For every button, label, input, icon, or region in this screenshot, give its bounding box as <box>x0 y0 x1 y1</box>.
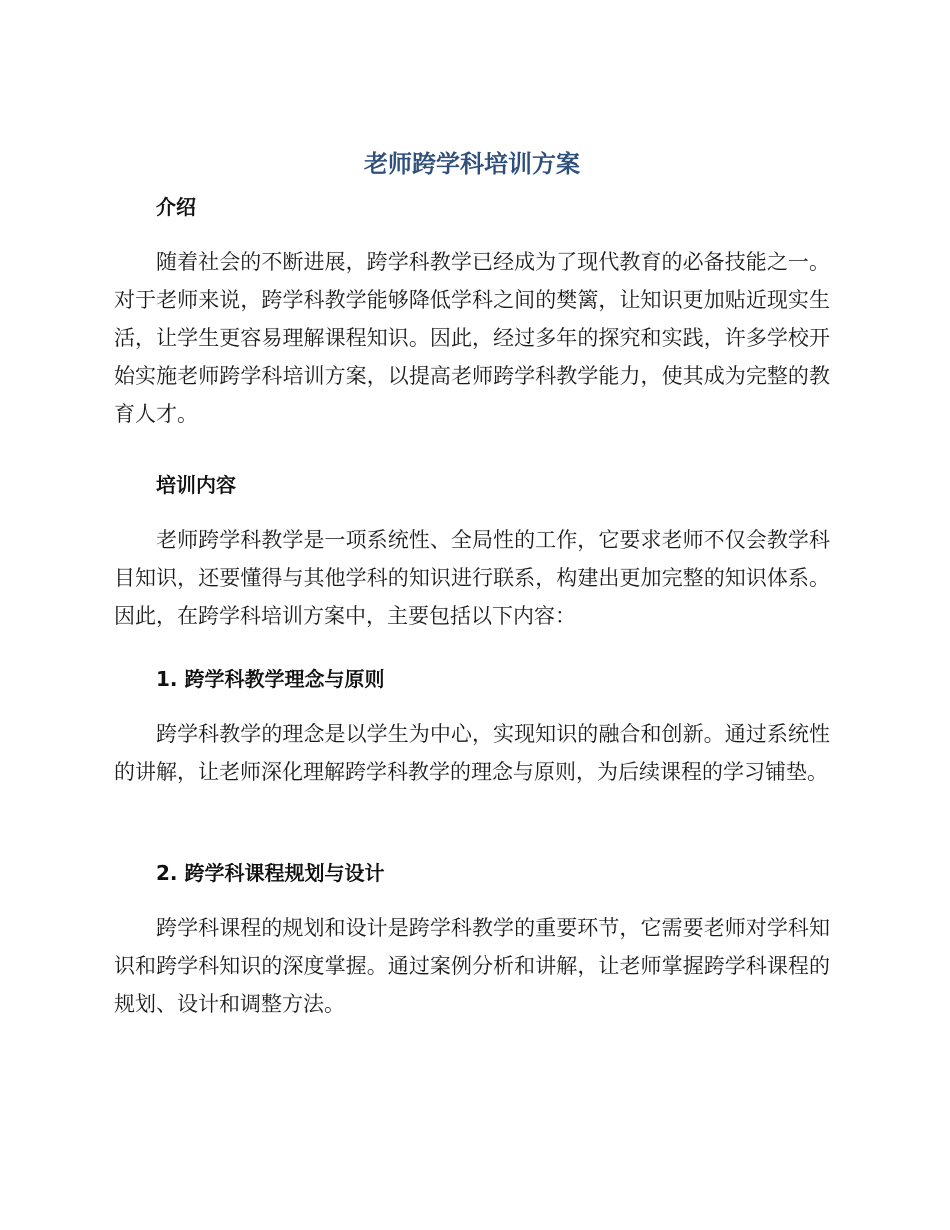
section-heading-course-design: 2. 跨学科课程规划与设计 <box>156 861 385 885</box>
page-title: 老师跨学科培训方案 <box>364 150 580 178</box>
section-heading-introduction: 介绍 <box>156 195 196 219</box>
section-body-training-content: 老师跨学科教学是一项系统性、全局性的工作，它要求老师不仅会教学科目知识，还要懂得与其他学科的知识进行联系，构建出更加完整的知识体系。因此，在跨学科培训方案中，主要包括以下内容： <box>114 528 830 628</box>
section-body-course-design: 跨学科课程的规划和设计是跨学科教学的重要环节，它需要老师对学科知识和跨学科知识的深度掌握。通过案例分析和讲解，让老师掌握跨学科课程的规划、设计和调整方法。 <box>114 916 830 1016</box>
section-body-introduction: 随着社会的不断进展，跨学科教学已经成为了现代教育的必备技能之一。对于老师来说，跨学科教学能够降低学科之间的樊篱，让知识更加贴近现实生活，让学生更容易理解课程知识。因此，经过多年的探究和实践，许多学校开始实施老师跨学科培训方案，以提高老师跨学科教学能力，使其成为完整的教育人才。 <box>114 250 830 426</box>
section-body-principles: 跨学科教学的理念是以学生为中心，实现知识的融合和创新。通过系统性的讲解，让老师深化理解跨学科教学的理念与原则，为后续课程的学习铺垫。 <box>114 722 830 784</box>
section-heading-training-content: 培训内容 <box>156 473 236 497</box>
section-heading-principles: 1. 跨学科教学理念与原则 <box>156 667 385 691</box>
